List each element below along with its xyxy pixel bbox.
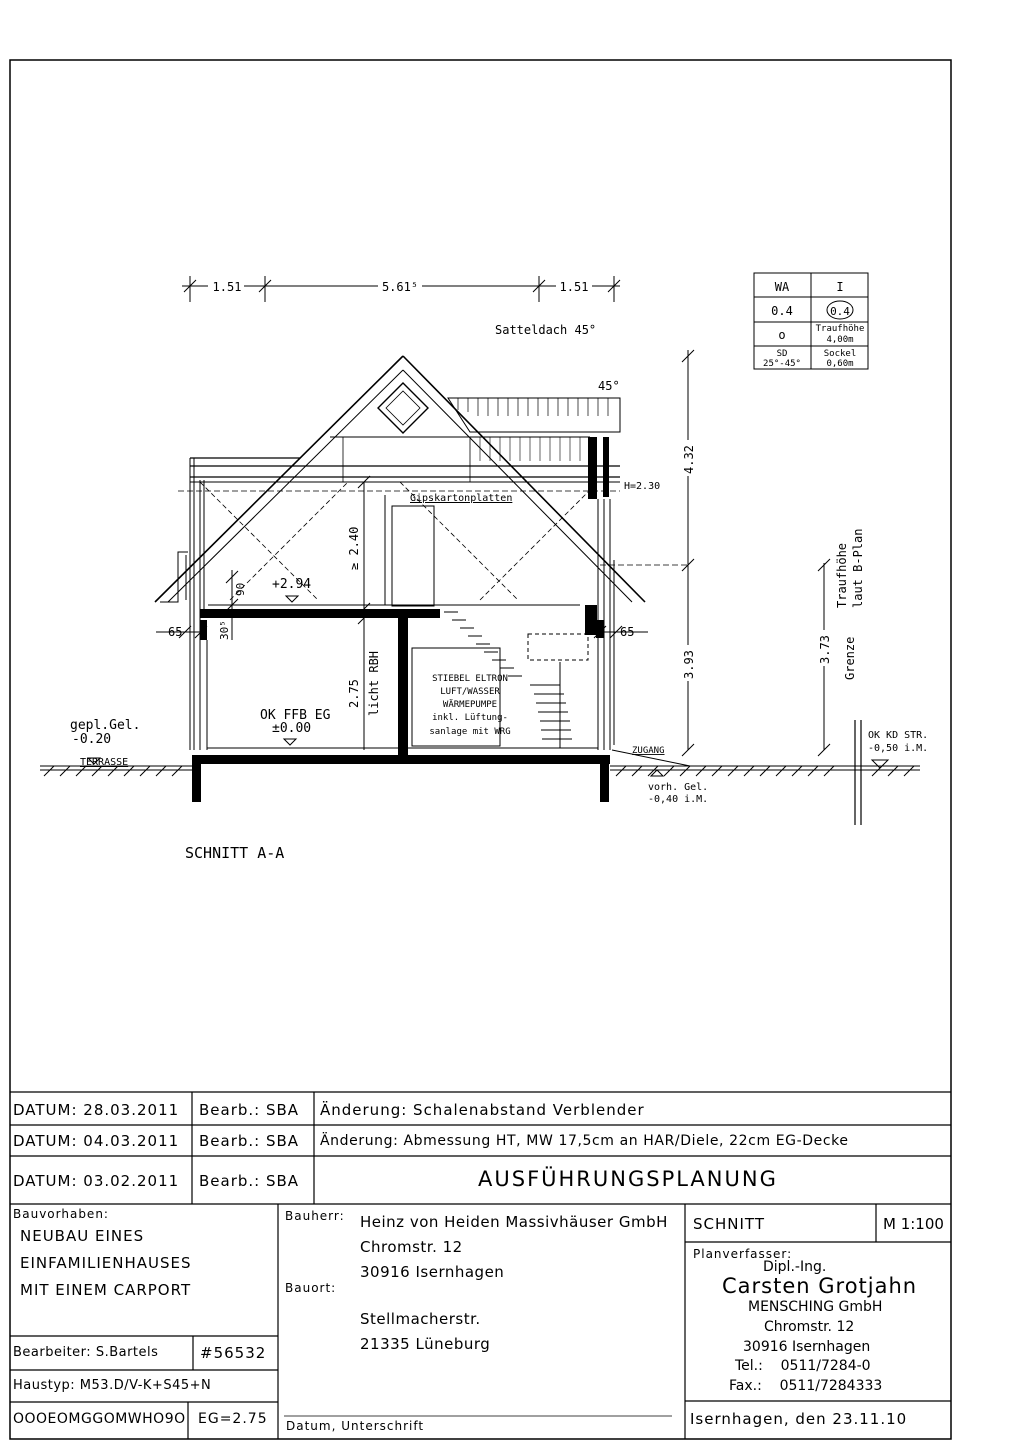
dim-90: 90	[234, 582, 247, 596]
haustyp-label: Haustyp: M53.D/V-K+S45+N	[13, 1378, 212, 1393]
drawing-code: OOOEOMGGOMWHO9O	[13, 1411, 186, 1427]
planverfasser-city: 30916 Isernhagen	[743, 1339, 871, 1355]
eg-height: EG=2.75	[198, 1411, 268, 1427]
legend-o: o	[778, 328, 786, 342]
bearbeiter-label: Bearbeiter: S.Bartels	[13, 1345, 159, 1360]
bauherr-line-1: Heinz von Heiden Massivhäuser GmbH	[360, 1213, 668, 1231]
dim-width: 5.61⁵	[381, 280, 419, 294]
rev1-change: Änderung: Schalenabstand Verblender	[320, 1101, 645, 1119]
bauort-line-2: 21335 Lüneburg	[360, 1335, 491, 1353]
bauherr-line-3: 30916 Isernhagen	[360, 1263, 505, 1281]
ort-datum: Isernhagen, den 23.11.10	[690, 1410, 908, 1428]
heat-pump-line-1: STIEBEL ELTRON	[432, 674, 508, 684]
legend-sockel: Sockel	[823, 349, 857, 359]
ok-ffb-label: OK FFB EG	[260, 708, 331, 723]
legend-sockel-val: 0,60m	[826, 359, 854, 369]
dim-393: 3.93	[682, 650, 696, 679]
section-title: SCHNITT A-A	[185, 844, 285, 862]
gepl-gel-label: gepl.Gel.	[70, 718, 141, 733]
legend-traufhoehe: Traufhöhe	[815, 324, 865, 334]
rev1-bearb: Bearb.: SBA	[199, 1101, 300, 1119]
legend-wa: WA	[774, 280, 790, 294]
rev2-bearb: Bearb.: SBA	[199, 1132, 300, 1150]
laut-bplan-label: laut B-Plan	[851, 528, 865, 608]
planverfasser-tel: Tel.: 0511/7284-0	[735, 1358, 871, 1374]
planverfasser-fax: Fax.: 0511/7284333	[729, 1378, 883, 1394]
h-230-label: H=2.30	[624, 481, 661, 492]
traufhoehe-label: Traufhöhe	[835, 542, 849, 608]
level-294: +2.94	[272, 577, 312, 592]
legend-i: I	[836, 280, 844, 294]
rev2-date: DATUM: 04.03.2011	[13, 1132, 180, 1150]
walls-slabs	[192, 437, 610, 802]
bauherr-line-2: Chromstr. 12	[360, 1238, 463, 1256]
bauvorhaben-line-2: EINFAMILIENHAUSES	[20, 1254, 192, 1272]
bauort-label: Bauort:	[285, 1281, 337, 1295]
roof-angle-label: 45°	[598, 379, 620, 393]
heat-pump-line-5: sanlage mit WRG	[429, 727, 511, 737]
dim-65-left: 65	[168, 625, 183, 639]
ok-ffb-value: ±0.00	[272, 721, 312, 736]
legend-gfz: 0.4	[830, 305, 850, 318]
legend-traufhoehe-val: 4,00m	[826, 335, 854, 345]
grenze-label: Grenze	[843, 636, 857, 680]
rev1-date: DATUM: 28.03.2011	[13, 1101, 180, 1119]
rev2-change: Änderung: Abmessung HT, MW 17,5cm an HAR/Diele, 22cm EG-Decke	[320, 1133, 849, 1149]
planverfasser-name: Carsten Grotjahn	[722, 1274, 918, 1298]
datum-unterschrift-label: Datum, Unterschrift	[286, 1419, 425, 1433]
dim-30: 30⁵	[218, 620, 231, 640]
dim-275: 2.75	[347, 679, 361, 708]
rev3-date: DATUM: 03.02.2011	[13, 1172, 180, 1190]
gipskarton-label: Gipskartonplatten	[410, 493, 513, 504]
licht-rbh: licht RBH	[367, 650, 381, 716]
planverfasser-label: Planverfasser:	[693, 1247, 793, 1261]
dim-432: 4.32	[682, 445, 696, 474]
heat-pump-line-3: WÄRMEPUMPE	[442, 700, 498, 710]
bauvorhaben-line-1: NEUBAU EINES	[20, 1227, 145, 1245]
bauort-line-1: Stellmacherstr.	[360, 1310, 481, 1328]
rev3-bearb: Bearb.: SBA	[199, 1172, 300, 1190]
legend-sd: SD	[776, 349, 788, 359]
planverfasser-street: Chromstr. 12	[764, 1319, 855, 1335]
planverfasser-company: MENSCHING GmbH	[748, 1299, 883, 1315]
scale-label: M 1:100	[883, 1215, 944, 1233]
bauvorhaben-line-3: MIT EINEM CARPORT	[20, 1281, 192, 1299]
legend-grz: 0.4	[771, 304, 793, 318]
heat-pump-line-2: LUFT/WASSER	[440, 687, 500, 697]
sheet-frame	[10, 60, 951, 1439]
ok-kd-label: OK KD STR.	[868, 730, 929, 741]
gepl-gel-value: -0.20	[72, 732, 112, 747]
vorh-gel-value: -0,40 i.M.	[648, 794, 709, 805]
bauherr-label: Bauherr:	[285, 1209, 345, 1223]
dim-right-overhang: 1.51	[559, 280, 589, 294]
planverfasser-title: Dipl.-Ing.	[763, 1259, 827, 1275]
dim-373: 3.73	[818, 635, 832, 664]
terrasse-label: TERRASSE	[80, 757, 129, 768]
project-number: #56532	[200, 1344, 267, 1362]
ok-kd-value: -0,50 i.M.	[868, 743, 929, 754]
bauvorhaben-label: Bauvorhaben:	[13, 1207, 109, 1221]
dim-240: ≥ 2.40	[347, 526, 361, 570]
zugang-label: ZUGANG	[632, 746, 665, 756]
roof-type-label: Satteldach 45°	[495, 323, 597, 337]
vorh-gel-label: vorh. Gel.	[648, 782, 709, 793]
legend-sd-angle: 25°-45°	[763, 359, 801, 369]
dim-left-overhang: 1.51	[212, 280, 242, 294]
schnitt-label: SCHNITT	[693, 1215, 765, 1233]
heat-pump-line-4: inkl. Lüftung-	[432, 713, 508, 723]
dim-65-right: 65	[620, 625, 635, 639]
plan-type: AUSFÜHRUNGSPLANUNG	[478, 1167, 778, 1191]
